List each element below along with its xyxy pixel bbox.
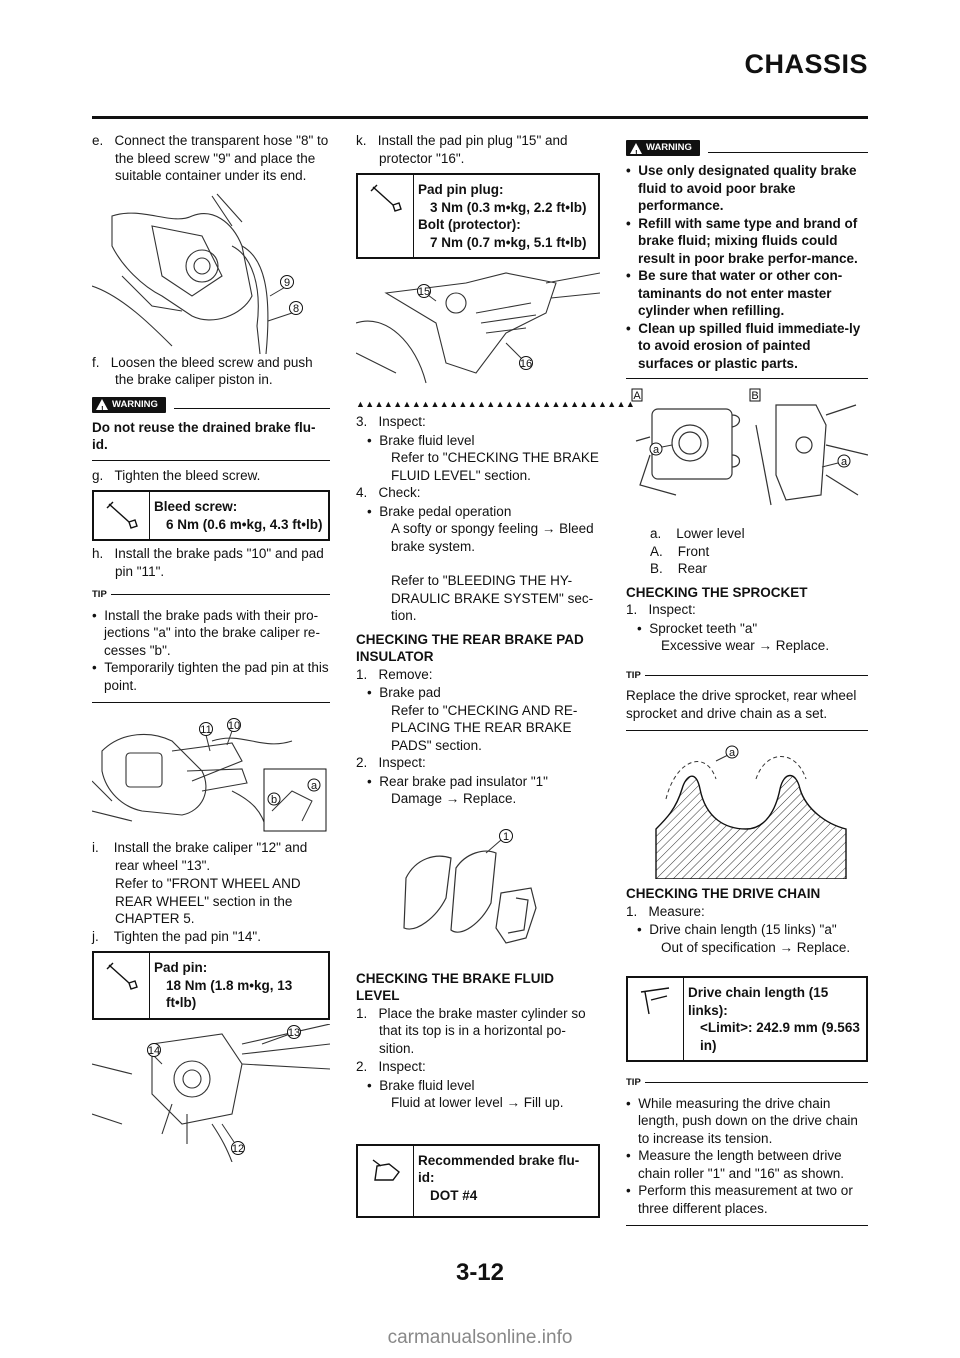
warning-item: • Be sure that water or other con-taminants do not enter master cylinder when refilling. xyxy=(626,268,843,318)
warning-triangle-icon: ! xyxy=(96,399,108,410)
bullet: • Brake pedal operation xyxy=(367,503,512,519)
watermark: carmanualsonline.info xyxy=(387,1326,573,1348)
warning-item: • Refill with same type and brand of brake fluid; mixing fluids could result in poor brake perfor-mance. xyxy=(626,215,858,266)
figure-brake-pad-insulator xyxy=(356,808,600,964)
step-k: k. Install the pad pin plug "15" and protector "16". xyxy=(356,133,568,166)
condition-text: Fluid at lower level → Fill up. xyxy=(391,1095,564,1110)
column-1 xyxy=(92,132,330,1162)
tip-box-1: TIP • Install the brake pads with their pro-jections "a" into the brake caliper re-cesses "b". • Temporarily tighten the pad pin at this point. xyxy=(92,586,330,703)
section-heading-chain: CHECKING THE DRIVE CHAIN xyxy=(626,886,821,901)
torque-wrench-icon xyxy=(358,175,414,257)
step-j: j. Tighten the pad pin "14". xyxy=(92,928,261,944)
column-3 xyxy=(626,132,868,1234)
figure-brake-pads xyxy=(92,711,330,839)
svg-text:11: 11 xyxy=(200,724,212,736)
svg-text:16: 16 xyxy=(519,358,533,370)
ref-text: Refer to "BLEEDING THE HY-DRAULIC BRAKE SYSTEM" sec-tion. xyxy=(391,573,594,623)
tip-item: • Install the brake pads with their pro-jections "a" into the brake caliper re-cesses "b". xyxy=(92,607,320,658)
figure-sprocket-teeth xyxy=(626,739,868,879)
step-2: 2. Inspect: xyxy=(356,1059,426,1074)
svg-text:15: 15 xyxy=(417,286,431,298)
bullet: • Brake fluid level xyxy=(367,1077,475,1093)
torque-wrench-icon xyxy=(94,953,150,1018)
column-2 xyxy=(356,132,636,1222)
warning-text: Do not reuse the drained brake flu-id. xyxy=(92,413,330,461)
svg-text:a: a xyxy=(310,780,318,792)
bullet: • Brake pad xyxy=(367,685,441,700)
warning-item: • Use only designated quality brake fluid to avoid poor brake performance. xyxy=(626,163,857,213)
torque-wrench-icon xyxy=(94,492,150,539)
step-g: g. Tighten the bleed screw. xyxy=(92,467,261,483)
figure-caliper-wheel xyxy=(92,1024,330,1162)
page-title: CHASSIS xyxy=(744,49,868,79)
warning-badge: ! WARNING xyxy=(626,140,700,156)
svg-text:a: a xyxy=(728,747,736,759)
tip-item: • While measuring the drive chain length, push down on the drive chain to increase its tension. xyxy=(626,1095,858,1146)
header-rule xyxy=(92,116,868,119)
section-heading-insulator: CHECKING THE REAR BRAKE PAD INSULATOR xyxy=(356,631,584,664)
svg-text:13: 13 xyxy=(287,1026,301,1039)
warning-badge: ! WARNING xyxy=(92,397,166,413)
tip-item: • Perform this measurement at two or three different places. xyxy=(626,1183,853,1216)
svg-text:a: a xyxy=(840,456,848,468)
svg-text:B: B xyxy=(751,390,759,402)
warning-triangle-icon: ! xyxy=(630,143,642,154)
ref-text: Refer to "FRONT WHEEL AND REAR WHEEL" section in the CHAPTER 5. xyxy=(115,876,301,926)
step-1: 1. Remove: xyxy=(356,666,433,682)
legend-item: A. Front xyxy=(650,543,710,559)
step-1: 1. Measure: xyxy=(626,903,705,919)
spec-box-bleed-screw: Bleed screw: 6 Nm (0.6 m•kg, 4.3 ft•lb) xyxy=(92,490,330,541)
tip-item: • Temporarily tighten the pad pin at this point. xyxy=(92,660,329,693)
step-2: 2. Inspect: xyxy=(356,755,426,770)
figure-bleed-hose xyxy=(92,186,330,354)
step-4: 4. Check: xyxy=(356,485,421,500)
svg-text:a: a xyxy=(652,444,660,456)
spec-box-brake-fluid: Recommended brake flu-id: DOT #4 xyxy=(356,1144,600,1219)
ref-text: Refer to "CHECKING AND RE-PLACING THE REAR BRAKE PADS" section. xyxy=(391,702,578,753)
warning-box-1 xyxy=(92,397,330,461)
ref-text: Refer to "CHECKING THE BRAKE FLUID LEVEL" section. xyxy=(391,450,599,483)
figure-pad-pin-plug xyxy=(356,263,600,395)
spec-box-chain-length: Drive chain length (15 links): <Limit>: 242.9 mm (9.563 in) xyxy=(626,976,868,1062)
bullet: • Rear brake pad insulator "1" xyxy=(367,773,548,789)
svg-text:9: 9 xyxy=(283,276,291,289)
svg-text:8: 8 xyxy=(292,302,300,315)
step-1: 1. Inspect: xyxy=(626,602,696,617)
legend-item: a. Lower level xyxy=(650,526,745,541)
bullet: • Brake fluid level xyxy=(367,432,475,448)
section-heading-sprocket: CHECKING THE SPROCKET xyxy=(626,584,808,600)
bullet: • Drive chain length (15 links) "a" xyxy=(637,922,837,937)
legend-item: B. Rear xyxy=(650,561,708,576)
caliper-gauge-icon xyxy=(628,978,684,1060)
tip-box-3: TIP • While measuring the drive chain length, push down on the drive chain to increase its tension. • Measure the length between drive chain roller "1" and "16" as shown. • Perform this measurement at two or three different places. xyxy=(626,1074,868,1226)
svg-text:A: A xyxy=(633,390,641,402)
spec-box-pad-pin-plug: Pad pin plug: 3 Nm (0.3 m•kg, 2.2 ft•lb) Bolt (protector): 7 Nm (0.7 m•kg, 5.1 ft•lb) xyxy=(356,173,600,259)
oil-can-icon xyxy=(358,1146,414,1217)
svg-text:10: 10 xyxy=(227,720,241,732)
svg-text:14: 14 xyxy=(147,1044,161,1057)
step-1: 1. Place the brake master cylinder so that its top is in a horizontal po-sition. xyxy=(356,1005,586,1056)
step-f: f. Loosen the bleed screw and push the brake caliper piston in. xyxy=(92,354,313,387)
condition-text: A softy or spongy feeling → Bleed brake system. xyxy=(391,521,594,554)
tip-item: • Measure the length between drive chain roller "1" and "16" as shown. xyxy=(626,1148,845,1181)
svg-text:b: b xyxy=(270,794,278,806)
end-marker-triangles: ▲▲▲▲▲▲▲▲▲▲▲▲▲▲▲▲▲▲▲▲▲▲▲▲▲▲▲▲▲▲ xyxy=(356,399,636,409)
page-number: 3-12 xyxy=(455,1259,505,1286)
step-h: h. Install the brake pads "10" and pad pin "11". xyxy=(92,546,324,579)
warning-item: • Clean up spilled fluid immediate-ly to avoid erosion of painted surfaces or plastic parts. xyxy=(626,320,861,371)
condition-text: Excessive wear → Replace. xyxy=(661,638,830,653)
step-e: e. Connect the transparent hose "8" to the bleed screw "9" and place the suitable container under its end. xyxy=(92,133,329,183)
bullet: • Sprocket teeth "a" xyxy=(637,620,758,636)
spec-box-pad-pin: Pad pin: 18 Nm (1.8 m•kg, 13 ft•lb) xyxy=(92,951,330,1020)
step-3: 3. Inspect: xyxy=(356,414,426,429)
step-i: i. Install the brake caliper "12" and rear wheel "13". xyxy=(92,840,308,873)
section-heading-fluid: CHECKING THE BRAKE FLUID LEVEL xyxy=(356,970,554,1003)
svg-text:12: 12 xyxy=(231,1142,245,1155)
condition-text: Out of specification → Replace. xyxy=(661,939,851,955)
svg-text:1: 1 xyxy=(502,830,510,843)
figure-fluid-level xyxy=(626,385,868,525)
warning-box-2 xyxy=(626,140,868,379)
tip-box-2: TIP Replace the drive sprocket, rear wheel sprocket and drive chain as a set. xyxy=(626,667,868,732)
condition-text: Damage → Replace. xyxy=(391,791,517,806)
